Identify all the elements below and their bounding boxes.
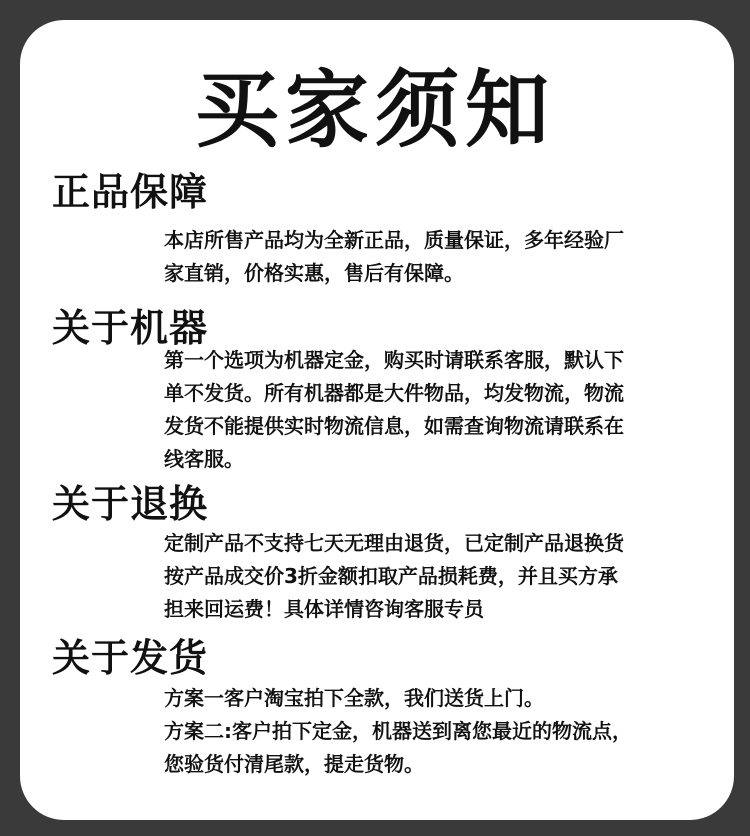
text-line: 方案二:客户拍下定金，机器送到离您最近的物流点， <box>164 719 632 743</box>
section-body-returns <box>164 527 704 626</box>
section-heading-shipping: 关于发货 <box>52 636 209 680</box>
page-title: 买家须知 <box>194 60 555 159</box>
text-line: 按产品成交价3折金额扣取产品损耗费，并且买方承 <box>164 564 618 588</box>
section-heading-returns: 关于退换 <box>52 482 209 526</box>
text-line: 方案一客户淘宝拍下全款，我们送货上门。 <box>164 686 544 710</box>
section-body-machine <box>164 344 704 476</box>
text-line: 本店所售产品均为全新正品，质量保证，多年经验厂 <box>164 228 624 252</box>
text-line: 定制产品不支持七天无理由退货，已定制产品退换货 <box>164 531 624 555</box>
text-line: 您验货付清尾款，提走货物。 <box>164 752 424 776</box>
text-line: 第一个选项为机器定金，购买时请联系客服，默认下 <box>164 348 624 372</box>
section-heading-machine: 关于机器 <box>52 306 209 350</box>
text-line: 发货不能提供实时物流信息，如需查询物流请联系在 <box>164 414 624 438</box>
section-heading-authentic: 正品保障 <box>52 170 209 214</box>
section-body-shipping <box>164 682 704 781</box>
text-line: 单不发货。所有机器都是大件物品，均发物流，物流 <box>164 381 624 405</box>
text-line: 线客服。 <box>164 447 244 471</box>
text-line: 担来回运费！具体详情咨询客服专员 <box>164 597 484 621</box>
text-line: 家直销，价格实惠，售后有保障。 <box>164 261 464 285</box>
section-body-authentic <box>164 224 704 290</box>
